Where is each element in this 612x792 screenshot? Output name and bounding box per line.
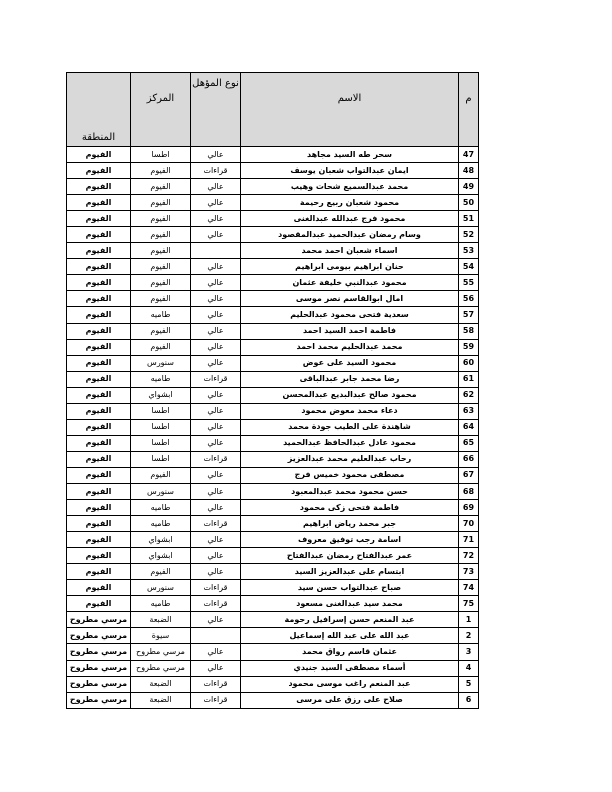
person-name: سعدية فتحى محمود عبدالحليم [241, 307, 459, 323]
center-name: طاميه [131, 516, 191, 532]
center-name: الفيوم [131, 163, 191, 179]
row-number: 67 [459, 467, 479, 483]
person-name: عثمان قاسم رواق محمد [241, 644, 459, 660]
center-name: اطسا [131, 147, 191, 163]
table-row [67, 628, 479, 644]
qualification-type: عالي [191, 147, 241, 163]
row-number: 4 [459, 660, 479, 676]
table-row [67, 195, 479, 211]
table-row [67, 435, 479, 451]
center-name: الفيوم [131, 564, 191, 580]
table-row [67, 211, 479, 227]
table-row [67, 612, 479, 628]
row-number: 75 [459, 596, 479, 612]
person-name: عبد المنعم حسن إسرافيل رحومة [241, 612, 459, 628]
row-number: 54 [459, 259, 479, 275]
person-name: أسماء مصطفى السيد جنيدي [241, 660, 459, 676]
row-number: 2 [459, 628, 479, 644]
region-name: الفيوم [67, 580, 131, 596]
qualification-type: عالي [191, 403, 241, 419]
region-name: الفيوم [67, 467, 131, 483]
center-name: الضبعة [131, 692, 191, 708]
person-name: اسامة رجب توفيق معروف [241, 532, 459, 548]
center-name: اطسا [131, 435, 191, 451]
person-name: محمود عبدالنبي خليفة عثمان [241, 275, 459, 291]
table-row [67, 564, 479, 580]
qualification-type: عالي [191, 275, 241, 291]
table-row [67, 500, 479, 516]
region-name: الفيوم [67, 179, 131, 195]
person-name: وسام رمضان عبدالحميد عبدالمقصود [241, 227, 459, 243]
person-name: حسن محمود محمد عبدالمعبود [241, 483, 459, 499]
center-name: طاميه [131, 500, 191, 516]
center-name: الفيوم [131, 275, 191, 291]
qualification-type: عالي [191, 660, 241, 676]
region-name: مرسي مطروح [67, 628, 131, 644]
person-name: فاطمة فتحى زكى محمود [241, 500, 459, 516]
qualification-type: قراءات [191, 596, 241, 612]
qualification-type: قراءات [191, 371, 241, 387]
qualification-type: قراءات [191, 516, 241, 532]
person-name: محمود السيد على عوض [241, 355, 459, 371]
center-name: الفيوم [131, 243, 191, 259]
person-name: امال ابوالقاسم نصر موسى [241, 291, 459, 307]
person-name: حنان ابراهيم بيومى ابراهيم [241, 259, 459, 275]
header-qualification: نوع المؤهل [191, 73, 241, 147]
row-number: 73 [459, 564, 479, 580]
center-name: الفيوم [131, 323, 191, 339]
qualification-type: عالي [191, 323, 241, 339]
center-name: الفيوم [131, 179, 191, 195]
table-row [67, 483, 479, 499]
region-name: الفيوم [67, 275, 131, 291]
region-name: الفيوم [67, 532, 131, 548]
row-number: 51 [459, 211, 479, 227]
region-name: مرسي مطروح [67, 676, 131, 692]
header-row [67, 73, 479, 147]
row-number: 61 [459, 371, 479, 387]
center-name: الفيوم [131, 227, 191, 243]
qualification-type: عالي [191, 211, 241, 227]
row-number: 47 [459, 147, 479, 163]
region-name: الفيوم [67, 548, 131, 564]
region-name: مرسي مطروح [67, 692, 131, 708]
row-number: 70 [459, 516, 479, 532]
qualification-type: قراءات [191, 676, 241, 692]
header-number: م [459, 73, 479, 147]
region-name: الفيوم [67, 435, 131, 451]
person-name: سحر طه السيد مجاهد [241, 147, 459, 163]
region-name: مرسي مطروح [67, 660, 131, 676]
center-name: الفيوم [131, 259, 191, 275]
qualification-type: عالي [191, 500, 241, 516]
region-name: الفيوم [67, 227, 131, 243]
person-name: محمود شعبان ربيع رحيمة [241, 195, 459, 211]
region-name: الفيوم [67, 387, 131, 403]
row-number: 49 [459, 179, 479, 195]
table-row [67, 323, 479, 339]
row-number: 52 [459, 227, 479, 243]
person-name: محمد عبدالسميع شحات وهيب [241, 179, 459, 195]
table-row [67, 596, 479, 612]
person-name: محمود فرج عبدالله عبدالغنى [241, 211, 459, 227]
table-row [67, 259, 479, 275]
region-name: الفيوم [67, 371, 131, 387]
table-row [67, 307, 479, 323]
row-number: 5 [459, 676, 479, 692]
center-name: الفيوم [131, 195, 191, 211]
table-row [67, 163, 479, 179]
qualification-type: عالي [191, 291, 241, 307]
center-name: اطسا [131, 403, 191, 419]
center-name: اطسا [131, 451, 191, 467]
qualification-type: عالي [191, 483, 241, 499]
table-row [67, 580, 479, 596]
region-name: الفيوم [67, 339, 131, 355]
qualification-type: قراءات [191, 451, 241, 467]
person-name: دعاء محمد معوض محمود [241, 403, 459, 419]
person-name: محمد عبدالحليم محمد احمد [241, 339, 459, 355]
center-name: الفيوم [131, 339, 191, 355]
region-name: الفيوم [67, 483, 131, 499]
table-row [67, 371, 479, 387]
row-number: 65 [459, 435, 479, 451]
qualification-type: عالي [191, 532, 241, 548]
region-name: الفيوم [67, 516, 131, 532]
table-row [67, 403, 479, 419]
person-name: صباح عبدالتواب حسن سيد [241, 580, 459, 596]
region-name: مرسي مطروح [67, 612, 131, 628]
table-row [67, 243, 479, 259]
center-name: مرسي مطروح [131, 660, 191, 676]
person-name: عبد المنعم راغب موسى محمود [241, 676, 459, 692]
region-name: الفيوم [67, 451, 131, 467]
region-name: الفيوم [67, 259, 131, 275]
center-name: طاميه [131, 371, 191, 387]
table-row [67, 451, 479, 467]
table-row [67, 676, 479, 692]
qualification-type: عالي [191, 419, 241, 435]
qualification-type [191, 628, 241, 644]
row-number: 3 [459, 644, 479, 660]
table-row [67, 355, 479, 371]
person-name: جبر محمد رياض ابراهيم [241, 516, 459, 532]
person-name: فاطمة احمد السيد احمد [241, 323, 459, 339]
person-name: عمر عبدالفتاح رمضان عبدالفتاح [241, 548, 459, 564]
row-number: 72 [459, 548, 479, 564]
region-name: الفيوم [67, 163, 131, 179]
qualification-type: عالي [191, 179, 241, 195]
region-name: الفيوم [67, 147, 131, 163]
region-name: الفيوم [67, 243, 131, 259]
table-row [67, 339, 479, 355]
qualification-type: عالي [191, 259, 241, 275]
row-number: 56 [459, 291, 479, 307]
person-name: مصطفى محمود خميس فرج [241, 467, 459, 483]
region-name: الفيوم [67, 211, 131, 227]
row-number: 74 [459, 580, 479, 596]
person-name: محمود صالح عبدالبديع عبدالمحسن [241, 387, 459, 403]
qualification-type: عالي [191, 227, 241, 243]
table-body [67, 147, 479, 709]
row-number: 48 [459, 163, 479, 179]
qualification-type: عالي [191, 355, 241, 371]
qualification-type: قراءات [191, 163, 241, 179]
center-name: مرسي مطروح [131, 644, 191, 660]
table-row [67, 467, 479, 483]
table-row [67, 179, 479, 195]
person-name: عبد الله على عبد الله إسماعيل [241, 628, 459, 644]
qualification-type: عالي [191, 387, 241, 403]
row-number: 64 [459, 419, 479, 435]
row-number: 59 [459, 339, 479, 355]
qualification-type: عالي [191, 435, 241, 451]
person-name: رضا محمد جابر عبدالباقى [241, 371, 459, 387]
center-name: سنورس [131, 580, 191, 596]
qualification-type: قراءات [191, 580, 241, 596]
center-name: الفيوم [131, 291, 191, 307]
person-name: صلاح على رزق على مرسى [241, 692, 459, 708]
region-name: مرسي مطروح [67, 644, 131, 660]
row-number: 50 [459, 195, 479, 211]
header-region: المنطقة [67, 73, 131, 147]
table-row [67, 147, 479, 163]
qualification-type: عالي [191, 564, 241, 580]
row-number: 60 [459, 355, 479, 371]
person-name: اسماء شعبان احمد محمد [241, 243, 459, 259]
region-name: الفيوم [67, 195, 131, 211]
center-name: الضبعة [131, 676, 191, 692]
table-row [67, 692, 479, 708]
person-name: ايمان عبدالتواب شعبان يوسف [241, 163, 459, 179]
table-row [67, 532, 479, 548]
header-name: الاسم [241, 73, 459, 147]
row-number: 58 [459, 323, 479, 339]
person-name: محمود عادل عبدالحافظ عبدالحميد [241, 435, 459, 451]
row-number: 66 [459, 451, 479, 467]
table-row [67, 644, 479, 660]
person-name: شاهندة على الطيب جودة محمد [241, 419, 459, 435]
row-number: 71 [459, 532, 479, 548]
region-name: الفيوم [67, 596, 131, 612]
center-name: طاميه [131, 307, 191, 323]
region-name: الفيوم [67, 500, 131, 516]
center-name: الضبعة [131, 612, 191, 628]
qualification-type: عالي [191, 307, 241, 323]
qualification-type: عالي [191, 548, 241, 564]
table-row [67, 291, 479, 307]
center-name: سنورس [131, 355, 191, 371]
table-row [67, 660, 479, 676]
row-number: 6 [459, 692, 479, 708]
roster-table [66, 72, 479, 709]
person-name: محمد سيد عبدالغنى مسعود [241, 596, 459, 612]
person-name: رحاب عبدالعليم محمد عبدالعزيز [241, 451, 459, 467]
center-name: سيوة [131, 628, 191, 644]
region-name: الفيوم [67, 291, 131, 307]
region-name: الفيوم [67, 564, 131, 580]
qualification-type: عالي [191, 612, 241, 628]
center-name: الفيوم [131, 211, 191, 227]
table-row [67, 387, 479, 403]
region-name: الفيوم [67, 307, 131, 323]
table-row [67, 516, 479, 532]
row-number: 57 [459, 307, 479, 323]
row-number: 68 [459, 483, 479, 499]
center-name: ابشواي [131, 387, 191, 403]
table-row [67, 275, 479, 291]
qualification-type: عالي [191, 339, 241, 355]
region-name: الفيوم [67, 403, 131, 419]
center-name: ابشواي [131, 532, 191, 548]
person-name: ابتسام على عبدالعزيز السيد [241, 564, 459, 580]
row-number: 63 [459, 403, 479, 419]
table-row [67, 548, 479, 564]
table-row [67, 227, 479, 243]
region-name: الفيوم [67, 323, 131, 339]
center-name: سنورس [131, 483, 191, 499]
row-number: 55 [459, 275, 479, 291]
qualification-type: عالي [191, 644, 241, 660]
center-name: طاميه [131, 596, 191, 612]
header-center: المركز [131, 73, 191, 147]
row-number: 1 [459, 612, 479, 628]
center-name: الفيوم [131, 467, 191, 483]
qualification-type: عالي [191, 195, 241, 211]
region-name: الفيوم [67, 355, 131, 371]
row-number: 69 [459, 500, 479, 516]
row-number: 53 [459, 243, 479, 259]
center-name: اطسا [131, 419, 191, 435]
table-row [67, 419, 479, 435]
row-number: 62 [459, 387, 479, 403]
qualification-type: عالي [191, 467, 241, 483]
region-name: الفيوم [67, 419, 131, 435]
qualification-type [191, 243, 241, 259]
center-name: ابشواي [131, 548, 191, 564]
qualification-type: قراءات [191, 692, 241, 708]
